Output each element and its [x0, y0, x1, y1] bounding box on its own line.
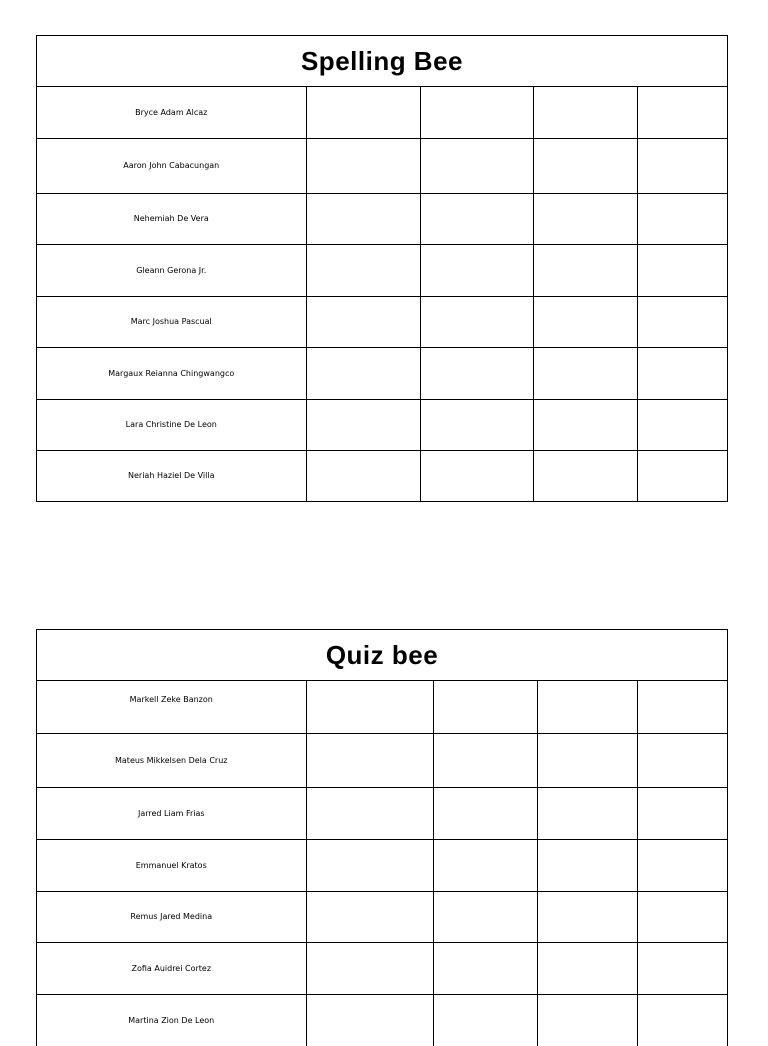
score-cell	[537, 733, 637, 787]
table-row	[37, 681, 727, 733]
participant-name: Lara Christine De Leon	[37, 399, 306, 450]
table-row	[37, 994, 727, 1046]
score-cell	[637, 839, 727, 891]
score-cell	[306, 839, 433, 891]
score-cell	[420, 450, 533, 501]
score-cell	[420, 87, 533, 138]
score-cell	[433, 839, 537, 891]
table-row	[37, 450, 727, 501]
participant-name: Mateus Mikkelsen Dela Cruz	[37, 733, 306, 787]
score-cell	[433, 994, 537, 1046]
participant-name: Bryce Adam Alcaz	[37, 87, 306, 138]
score-cell	[420, 244, 533, 296]
score-cell	[433, 681, 537, 733]
score-cell	[533, 296, 637, 347]
score-cell	[537, 891, 637, 942]
participant-name: Emmanuel Kratos	[37, 839, 306, 891]
table-row	[37, 891, 727, 942]
score-cell	[433, 787, 537, 839]
score-cell	[306, 193, 420, 244]
table-row	[37, 399, 727, 450]
score-cell	[306, 244, 420, 296]
score-cell	[537, 681, 637, 733]
score-cell	[637, 347, 727, 399]
spelling-bee-table	[37, 87, 727, 501]
score-cell	[637, 942, 727, 994]
table-row	[37, 296, 727, 347]
score-cell	[637, 244, 727, 296]
score-cell	[637, 787, 727, 839]
score-cell	[637, 891, 727, 942]
table-row	[37, 733, 727, 787]
score-cell	[637, 733, 727, 787]
score-cell	[420, 347, 533, 399]
score-cell	[537, 994, 637, 1046]
quiz-bee-sheet	[36, 629, 728, 1046]
score-cell	[306, 87, 420, 138]
participant-name: Aaron John Cabacungan	[37, 138, 306, 193]
participant-name: Margaux Reianna Chingwangco	[37, 347, 306, 399]
score-cell	[306, 681, 433, 733]
score-cell	[306, 347, 420, 399]
score-cell	[420, 399, 533, 450]
participant-name: Neriah Haziel De Villa	[37, 450, 306, 501]
table-row	[37, 193, 727, 244]
table-row	[37, 347, 727, 399]
score-cell	[306, 994, 433, 1046]
participant-name: Markell Zeke Banzon	[37, 681, 306, 733]
score-cell	[637, 87, 727, 138]
score-cell	[637, 450, 727, 501]
score-cell	[533, 399, 637, 450]
score-cell	[306, 891, 433, 942]
score-cell	[533, 193, 637, 244]
table-row	[37, 942, 727, 994]
participant-name: Remus Jared Medina	[37, 891, 306, 942]
score-cell	[637, 138, 727, 193]
participant-name: Zofia Auidrei Cortez	[37, 942, 306, 994]
score-cell	[306, 138, 420, 193]
table-row	[37, 839, 727, 891]
score-cell	[637, 994, 727, 1046]
score-cell	[533, 87, 637, 138]
score-cell	[637, 681, 727, 733]
score-cell	[537, 787, 637, 839]
score-cell	[533, 450, 637, 501]
score-cell	[420, 296, 533, 347]
participant-name: Nehemiah De Vera	[37, 193, 306, 244]
spelling-bee-title: Spelling Bee	[37, 36, 727, 87]
score-cell	[433, 942, 537, 994]
quiz-bee-table	[37, 681, 727, 1046]
table-row	[37, 787, 727, 839]
score-cell	[533, 244, 637, 296]
score-cell	[433, 891, 537, 942]
quiz-bee-title: Quiz bee	[37, 630, 727, 681]
spelling-bee-sheet	[36, 35, 728, 502]
score-cell	[433, 733, 537, 787]
table-row	[37, 244, 727, 296]
score-cell	[533, 138, 637, 193]
table-row	[37, 87, 727, 138]
participant-name: Martina Zion De Leon	[37, 994, 306, 1046]
score-cell	[637, 296, 727, 347]
score-cell	[306, 450, 420, 501]
score-cell	[306, 942, 433, 994]
table-row	[37, 138, 727, 193]
score-cell	[306, 296, 420, 347]
score-cell	[537, 942, 637, 994]
score-cell	[637, 193, 727, 244]
score-cell	[306, 733, 433, 787]
score-cell	[306, 399, 420, 450]
score-cell	[420, 138, 533, 193]
participant-name: Jarred Liam Frias	[37, 787, 306, 839]
score-cell	[533, 347, 637, 399]
participant-name: Marc Joshua Pascual	[37, 296, 306, 347]
score-cell	[306, 787, 433, 839]
score-cell	[537, 839, 637, 891]
participant-name: Gleann Gerona Jr.	[37, 244, 306, 296]
score-cell	[637, 399, 727, 450]
score-cell	[420, 193, 533, 244]
